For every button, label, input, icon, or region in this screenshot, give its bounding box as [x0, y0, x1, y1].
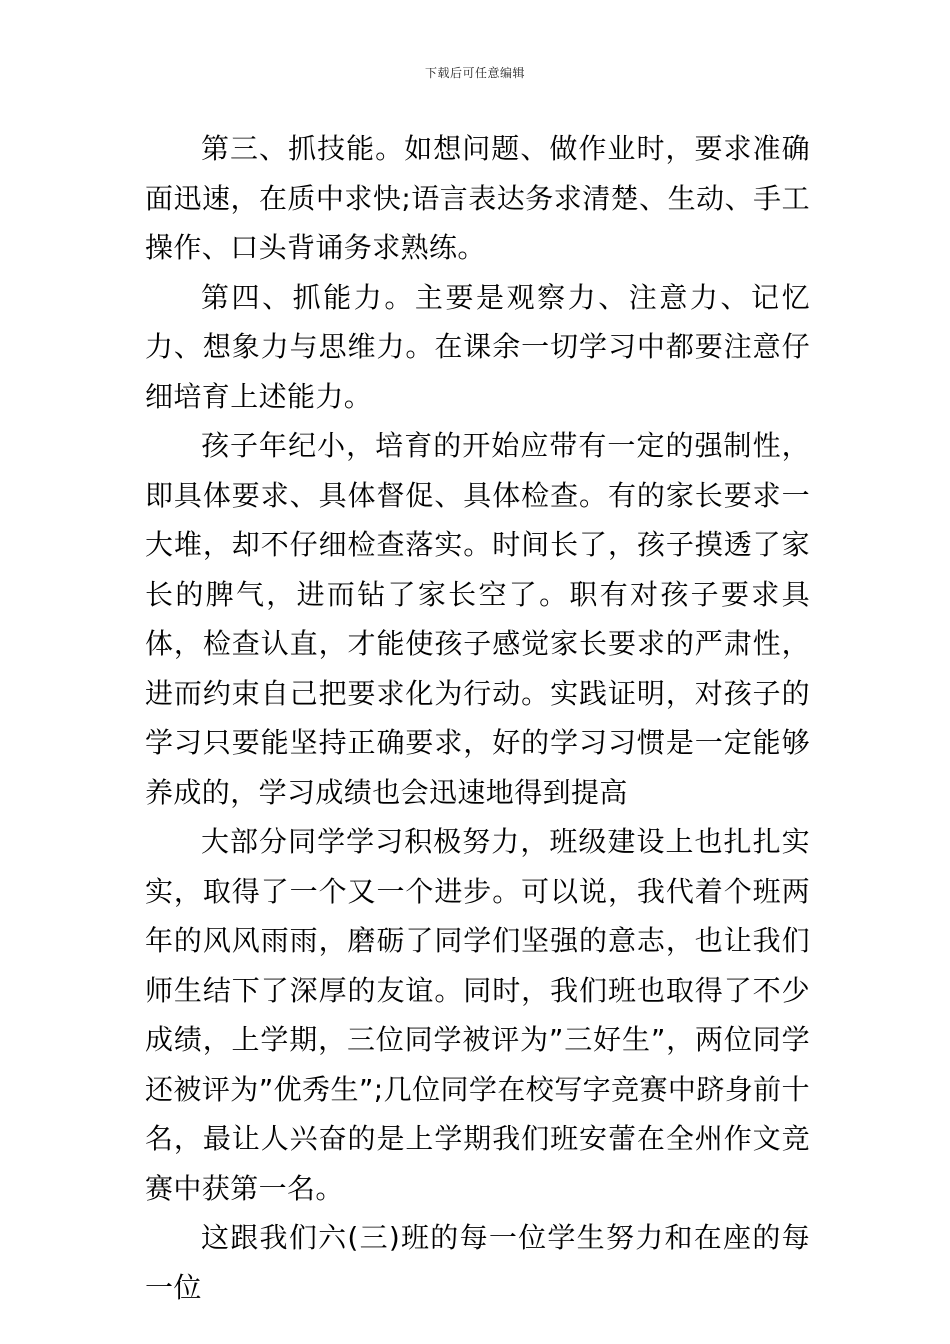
paragraph-class-achievements: 大部分同学学习积极努力，班级建设上也扎扎实实，取得了一个又一个进步。可以说，我代着个班两年的风风雨雨，磨砺了同学们坚强的意志，也让我们师生结下了深厚的友谊。同时，我们班也取得了不少成绩，上学期，三位同学被评为”三好生”，两位同学还被评为”优秀生”;几位同学在校写字竞赛中跻身前十名，最让人兴奋的是上学期我们班安蕾在全州作文竞赛中获第一名。	[145, 825, 810, 1205]
paragraph-continuation: 这跟我们六(三)班的每一位学生努力和在座的每一位	[145, 1221, 810, 1304]
paragraph-abilities: 第四、抓能力。主要是观察力、注意力、记忆力、想象力与思维力。在课余一切学习中都要注意仔细培育上述能力。	[145, 280, 810, 413]
paragraph-child-training: 孩子年纪小，培育的开始应带有一定的强制性，即具体要求、具体督促、具体检查。有的家长要求一大堆，却不仔细检查落实。时间长了，孩子摸透了家长的脾气，进而钻了家长空了。职有对孩子要求具体，检查认直，才能使孩子感觉家长要求的严肃性，进而约束自己把要求化为行动。实践证明，对孩子的学习只要能坚持正确要求，好的学习习惯是一定能够养成的，学习成绩也会迅速地得到提高	[145, 429, 810, 809]
paragraph-skills: 第三、抓技能。如想问题、做作业时，要求准确面迅速，在质中求快;语言表达务求清楚、生动、手工操作、口头背诵务求熟练。	[145, 132, 810, 264]
page-header: 下载后可任意编辑	[424, 66, 525, 80]
document-body	[145, 124, 810, 1312]
